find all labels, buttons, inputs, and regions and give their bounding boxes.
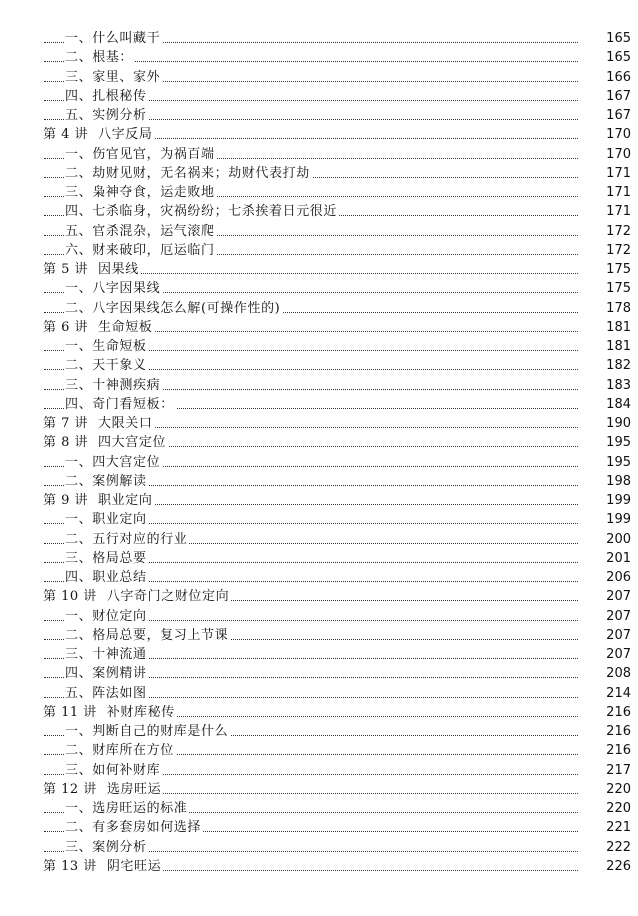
toc-section-row[interactable] xyxy=(0,241,638,260)
toc-entry-title xyxy=(65,106,149,125)
toc-section-row[interactable] xyxy=(0,183,638,202)
page-number: 199 xyxy=(583,491,631,510)
page-number: 167 xyxy=(583,87,631,106)
page-number: 170 xyxy=(583,125,631,144)
toc-entry-title xyxy=(65,818,203,837)
entry-label: 二、根基： xyxy=(65,50,134,66)
toc-entry-title xyxy=(65,741,176,760)
toc-entry-title xyxy=(43,780,163,799)
toc-entry-title xyxy=(65,664,149,683)
toc-section-row[interactable] xyxy=(0,68,638,87)
toc-chapter-row[interactable] xyxy=(0,260,638,279)
toc-chapter-row[interactable] xyxy=(0,318,638,337)
toc-chapter-row[interactable] xyxy=(0,491,638,510)
toc-entry-title xyxy=(65,87,149,106)
page-number: 165 xyxy=(583,48,631,67)
toc-entry-title xyxy=(65,684,149,703)
entry-label: 一、什么叫藏干 xyxy=(65,31,161,46)
page-number: 182 xyxy=(583,356,631,375)
toc-entry-title xyxy=(65,202,339,221)
entry-label: 三、十神流通 xyxy=(65,647,147,662)
page-number: 221 xyxy=(583,818,631,837)
entry-label: 三、格局总要 xyxy=(65,550,147,566)
entry-label: 四、案例精讲 xyxy=(65,666,147,682)
page-number: 171 xyxy=(583,183,631,202)
toc-entry-title xyxy=(65,183,217,202)
entry-label: 四、奇门看短板： xyxy=(65,396,174,412)
toc-section-row[interactable] xyxy=(0,222,638,241)
page-number: 222 xyxy=(583,838,631,857)
page-number: 220 xyxy=(583,799,631,818)
toc-entry-title xyxy=(65,145,217,164)
page-number: 206 xyxy=(583,568,631,587)
toc-entry-title xyxy=(65,453,162,472)
entry-label: 二、格局总要，复习上节课 xyxy=(65,627,229,643)
entry-label: 职业定向 xyxy=(98,493,153,508)
entry-label: 一、财位定向 xyxy=(65,608,147,624)
entry-label: 五、阵法如图 xyxy=(65,685,147,701)
toc-section-row[interactable] xyxy=(0,722,638,741)
toc-entry-title xyxy=(65,799,189,818)
toc-section-row[interactable] xyxy=(0,549,638,568)
page-number: 170 xyxy=(583,145,631,164)
page-number: 216 xyxy=(583,703,631,722)
entry-label: 因果线 xyxy=(98,262,139,277)
toc-entry-title xyxy=(65,838,149,857)
toc-section-row[interactable] xyxy=(0,741,638,760)
page-number: 195 xyxy=(583,433,631,452)
entry-label: 八字反局 xyxy=(98,127,153,143)
toc-section-row[interactable] xyxy=(0,202,638,221)
page-number: 195 xyxy=(583,453,631,472)
entry-label: 一、生命短板 xyxy=(65,339,147,354)
toc-entry-title xyxy=(65,626,230,645)
page-number: 220 xyxy=(583,780,631,799)
toc-entry-title xyxy=(65,356,149,375)
toc-section-row[interactable] xyxy=(0,279,638,298)
entry-label: 二、财库所在方位 xyxy=(65,743,174,759)
page-number: 183 xyxy=(583,376,631,395)
entry-label: 一、四大宫定位 xyxy=(65,454,161,470)
entry-label: 二、天干象义 xyxy=(65,358,147,374)
page-number: 214 xyxy=(583,684,631,703)
toc-section-row[interactable] xyxy=(0,106,638,125)
toc-section-row[interactable] xyxy=(0,818,638,837)
page-number: 226 xyxy=(583,857,631,876)
chapter-number: 第 4 讲 xyxy=(43,127,89,143)
entry-label: 二、案例解读 xyxy=(65,473,147,489)
toc-chapter-row[interactable] xyxy=(0,433,638,452)
page-number: 171 xyxy=(583,202,631,221)
page-number: 172 xyxy=(583,222,631,241)
entry-label: 三、案例分析 xyxy=(65,839,147,855)
entry-label: 三、十神测疾病 xyxy=(65,377,161,393)
page-number: 207 xyxy=(583,626,631,645)
toc-chapter-row[interactable] xyxy=(0,125,638,144)
toc-entry-title xyxy=(65,530,189,549)
toc-section-row[interactable] xyxy=(0,376,638,395)
chapter-number: 第 11 讲 xyxy=(43,704,97,720)
toc-entry-title xyxy=(65,395,176,414)
toc-section-row[interactable] xyxy=(0,510,638,529)
toc-entry-title xyxy=(43,125,154,144)
toc-entry-title xyxy=(65,376,162,395)
entry-label: 一、职业定向 xyxy=(65,512,147,528)
toc-entry-title xyxy=(65,48,135,67)
toc-entry-title xyxy=(65,472,149,491)
page-number: 178 xyxy=(583,299,631,318)
chapter-number: 第 12 讲 xyxy=(43,781,97,797)
toc-entry-title xyxy=(43,433,168,452)
entry-label: 阴宅旺运 xyxy=(106,858,162,874)
toc-entry-title xyxy=(43,491,154,510)
toc-chapter-row[interactable] xyxy=(0,857,638,876)
toc-section-row[interactable] xyxy=(0,626,638,645)
page-number: 200 xyxy=(583,530,631,549)
page-number: 175 xyxy=(583,260,631,279)
toc-entry-title xyxy=(65,299,282,318)
chapter-number: 第 8 讲 xyxy=(43,435,89,451)
toc-entry-title xyxy=(65,607,149,626)
page-number: 172 xyxy=(583,241,631,260)
page-number: 175 xyxy=(583,279,631,298)
toc-entry-title xyxy=(65,164,312,183)
page-number: 190 xyxy=(583,414,631,433)
chapter-number: 第 5 讲 xyxy=(43,262,89,277)
toc-chapter-row[interactable] xyxy=(0,414,638,433)
toc-entry-title xyxy=(65,568,149,587)
toc-entry-title xyxy=(65,510,149,529)
toc-entry-title xyxy=(65,68,162,87)
page-number: 171 xyxy=(583,164,631,183)
entry-label: 五、实例分析 xyxy=(65,108,147,123)
toc-section-row[interactable] xyxy=(0,395,638,414)
toc-chapter-row[interactable] xyxy=(0,587,638,606)
toc-section-row[interactable] xyxy=(0,761,638,780)
page-number: 181 xyxy=(583,337,631,356)
entry-label: 二、有多套房如何选择 xyxy=(65,820,202,836)
toc-entry-title xyxy=(43,414,154,433)
toc-section-row[interactable] xyxy=(0,568,638,587)
toc-entry-title xyxy=(65,241,217,260)
toc-entry-title xyxy=(65,337,149,356)
chapter-number: 第 13 讲 xyxy=(43,858,97,874)
chapter-number: 第 7 讲 xyxy=(43,416,89,431)
toc-section-row[interactable] xyxy=(0,164,638,183)
toc-entry-title xyxy=(65,722,230,741)
toc-chapter-row[interactable] xyxy=(0,703,638,722)
chapter-number: 第 9 讲 xyxy=(43,493,89,508)
toc-entry-title xyxy=(65,29,162,48)
page-number: 198 xyxy=(583,472,631,491)
toc-section-row[interactable] xyxy=(0,838,638,857)
entry-label: 五、官杀混杂，运气滚爬 xyxy=(65,223,215,239)
chapter-number: 第 6 讲 xyxy=(43,319,89,335)
page-number: 216 xyxy=(583,741,631,760)
entry-label: 三、枭神夺食，运走败地 xyxy=(65,185,215,200)
entry-label: 一、判断自己的财库是什么 xyxy=(65,724,229,739)
toc-entry-title xyxy=(65,645,149,664)
toc-section-row[interactable] xyxy=(0,356,638,375)
toc-section-row[interactable] xyxy=(0,684,638,703)
toc-entry-title xyxy=(43,260,141,279)
page-number: 166 xyxy=(583,68,631,87)
chapter-number: 第 10 讲 xyxy=(43,589,97,605)
toc-section-row[interactable] xyxy=(0,453,638,472)
toc-section-row[interactable] xyxy=(0,145,638,164)
page-number: 207 xyxy=(583,587,631,606)
toc-section-row[interactable] xyxy=(0,607,638,626)
toc-section-row[interactable] xyxy=(0,645,638,664)
page-number: 199 xyxy=(583,510,631,529)
entry-label: 一、伤官见官，为祸百端 xyxy=(65,146,215,162)
entry-label: 一、选房旺运的标准 xyxy=(65,801,188,816)
entry-label: 四、扎根秘传 xyxy=(65,88,147,104)
page-number: 181 xyxy=(583,318,631,337)
toc-entry-title xyxy=(43,703,177,722)
entry-label: 四大宫定位 xyxy=(98,435,167,451)
toc-entry-title xyxy=(43,318,154,337)
page-number: 207 xyxy=(583,645,631,664)
entry-label: 六、财来破印，厄运临门 xyxy=(65,242,215,258)
entry-label: 补财库秘传 xyxy=(106,704,175,720)
toc-section-row[interactable] xyxy=(0,664,638,683)
toc-section-row[interactable] xyxy=(0,799,638,818)
toc-entry-title xyxy=(65,279,162,298)
toc-section-row[interactable] xyxy=(0,337,638,356)
entry-label: 大限关口 xyxy=(98,416,153,431)
entry-label: 四、职业总结 xyxy=(65,570,147,585)
toc-section-row[interactable] xyxy=(0,29,638,48)
toc-entry-title xyxy=(65,761,162,780)
page-number: 207 xyxy=(583,607,631,626)
page-number: 216 xyxy=(583,722,631,741)
entry-label: 一、八字因果线 xyxy=(65,281,161,297)
toc-section-row[interactable] xyxy=(0,48,638,67)
page-number: 201 xyxy=(583,549,631,568)
toc-entry-title xyxy=(65,549,149,568)
entry-label: 四、七杀临身，灾祸纷纷；七杀挨着日元很近 xyxy=(65,204,338,220)
page-number: 208 xyxy=(583,664,631,683)
toc-section-row[interactable] xyxy=(0,299,638,318)
entry-label: 二、五行对应的行业 xyxy=(65,531,188,547)
table-of-contents xyxy=(0,29,638,876)
entry-label: 八字奇门之财位定向 xyxy=(106,589,230,605)
page-number: 184 xyxy=(583,395,631,414)
page-number: 217 xyxy=(583,761,631,780)
page-number: 167 xyxy=(583,106,631,125)
toc-entry-title xyxy=(65,222,217,241)
toc-entry-title xyxy=(43,857,163,876)
entry-label: 三、家里、家外 xyxy=(65,69,161,85)
toc-entry-title xyxy=(43,587,231,606)
entry-label: 二、八字因果线怎么解(可操作性的) xyxy=(65,300,281,316)
entry-label: 生命短板 xyxy=(98,319,153,335)
toc-section-row[interactable] xyxy=(0,472,638,491)
entry-label: 三、如何补财库 xyxy=(65,762,161,778)
toc-section-row[interactable] xyxy=(0,530,638,549)
entry-label: 二、劫财见财，无名祸来；劫财代表打劫 xyxy=(65,165,310,181)
toc-section-row[interactable] xyxy=(0,87,638,106)
entry-label: 选房旺运 xyxy=(106,781,162,797)
toc-chapter-row[interactable] xyxy=(0,780,638,799)
page-number: 165 xyxy=(583,29,631,48)
